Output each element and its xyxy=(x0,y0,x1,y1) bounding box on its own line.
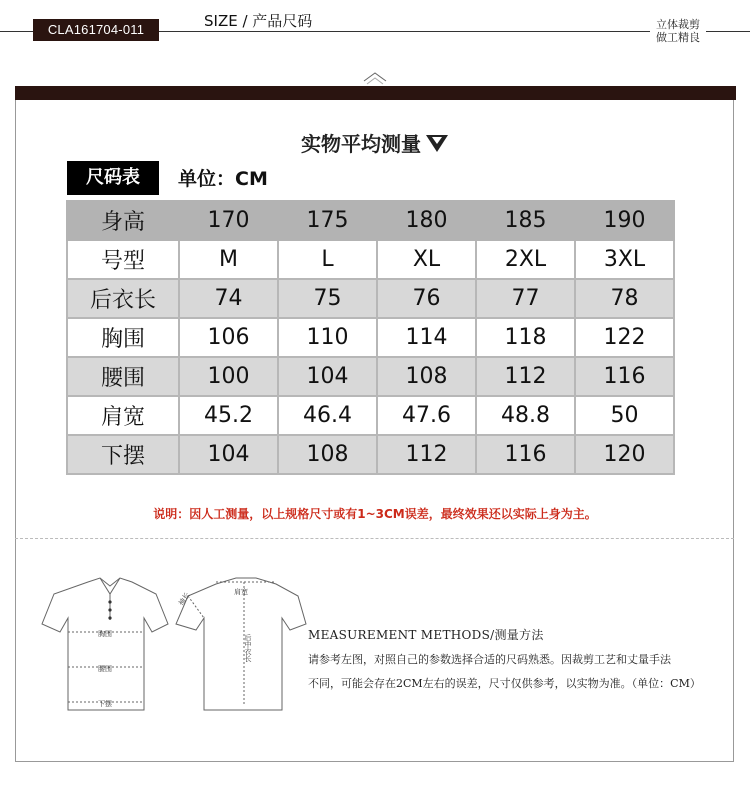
table-header-row xyxy=(67,201,674,240)
table-row xyxy=(67,396,674,435)
table-cell: 120 xyxy=(575,435,674,474)
table-cell: 122 xyxy=(575,318,674,357)
table-cell: 110 xyxy=(278,318,377,357)
table-cell: 2XL xyxy=(476,240,575,279)
product-code-badge: CLA161704-011 xyxy=(33,19,159,41)
section-divider-bar xyxy=(15,86,736,100)
table-cell: 175 xyxy=(278,201,377,240)
size-section-title: SIZE / 产品尺码 xyxy=(200,10,316,31)
table-cell: 77 xyxy=(476,279,575,318)
table-cell: 112 xyxy=(377,435,476,474)
table-row-label: 肩宽 xyxy=(67,396,179,435)
diagram-label-waist: 腰围 xyxy=(98,665,112,673)
table-row xyxy=(67,240,674,279)
table-row xyxy=(67,435,674,474)
table-cell: 116 xyxy=(476,435,575,474)
table-cell: 78 xyxy=(575,279,674,318)
slogan-line-1: 立体裁剪 xyxy=(656,18,700,31)
table-cell: 116 xyxy=(575,357,674,396)
measure-heading xyxy=(0,128,750,157)
size-chart-label: 尺码表 xyxy=(67,161,159,195)
table-cell: M xyxy=(179,240,278,279)
table-cell: 75 xyxy=(278,279,377,318)
table-cell: 104 xyxy=(179,435,278,474)
method-text-line-2: 不同，可能会存在2CM左右的误差，尺寸仅供参考，以实物为准。（单位：CM） xyxy=(308,677,701,690)
table-cell: 48.8 xyxy=(476,396,575,435)
table-cell: 3XL xyxy=(575,240,674,279)
table-cell: L xyxy=(278,240,377,279)
table-cell: 112 xyxy=(476,357,575,396)
shirt-front-icon xyxy=(42,578,168,710)
measurement-note: 说明：因人工测量，以上规格尺寸或有1~3CM误差，最终效果还以实际上身为主。 xyxy=(153,507,597,521)
diagram-label-chest: 胸围 xyxy=(98,630,112,638)
table-cell: 104 xyxy=(278,357,377,396)
table-row xyxy=(67,357,674,396)
table-cell: 108 xyxy=(278,435,377,474)
triangle-down-icon xyxy=(425,133,449,153)
table-cell: 74 xyxy=(179,279,278,318)
table-cell: 106 xyxy=(179,318,278,357)
table-cell: 100 xyxy=(179,357,278,396)
method-text-line-1: 请参考左图，对照自己的参数选择合适的尺码熟悉。因裁剪工艺和丈量手法 xyxy=(308,653,671,666)
table-cell: 47.6 xyxy=(377,396,476,435)
size-table-body xyxy=(67,201,674,474)
table-cell: 180 xyxy=(377,201,476,240)
size-table xyxy=(66,200,675,475)
table-cell: 118 xyxy=(476,318,575,357)
table-cell: 190 xyxy=(575,201,674,240)
table-row-label: 号型 xyxy=(67,240,179,279)
table-row-label: 下摆 xyxy=(67,435,179,474)
table-cell: 50 xyxy=(575,396,674,435)
table-cell: 45.2 xyxy=(179,396,278,435)
shirt-back-icon xyxy=(176,578,306,710)
dashed-divider xyxy=(15,538,734,539)
table-cell: 185 xyxy=(476,201,575,240)
diagram-label-hem: 下摆 xyxy=(98,700,112,708)
table-cell: 170 xyxy=(179,201,278,240)
table-cell: 114 xyxy=(377,318,476,357)
table-row-label: 身高 xyxy=(67,201,179,240)
table-row xyxy=(67,279,674,318)
slogan-line-2: 做工精良 xyxy=(656,31,700,44)
diagram-label-sleeve: 袖长 xyxy=(177,591,192,608)
slogan xyxy=(650,18,706,44)
table-cell: 108 xyxy=(377,357,476,396)
diagram-label-back-length: 后中衣长 xyxy=(244,634,252,662)
table-cell: 76 xyxy=(377,279,476,318)
shirt-measurement-diagram xyxy=(36,572,308,717)
table-row-label: 胸围 xyxy=(67,318,179,357)
method-title: MEASUREMENT METHODS/测量方法 xyxy=(308,628,544,642)
chevron-up-icon xyxy=(362,69,388,87)
table-row xyxy=(67,318,674,357)
table-cell: 46.4 xyxy=(278,396,377,435)
table-row-label: 腰围 xyxy=(67,357,179,396)
measure-heading-text: 实物平均测量 xyxy=(301,132,421,156)
diagram-label-shoulder: 肩宽 xyxy=(234,588,248,596)
table-cell: XL xyxy=(377,240,476,279)
unit-label: 单位：CM xyxy=(178,168,268,190)
table-row-label: 后衣长 xyxy=(67,279,179,318)
